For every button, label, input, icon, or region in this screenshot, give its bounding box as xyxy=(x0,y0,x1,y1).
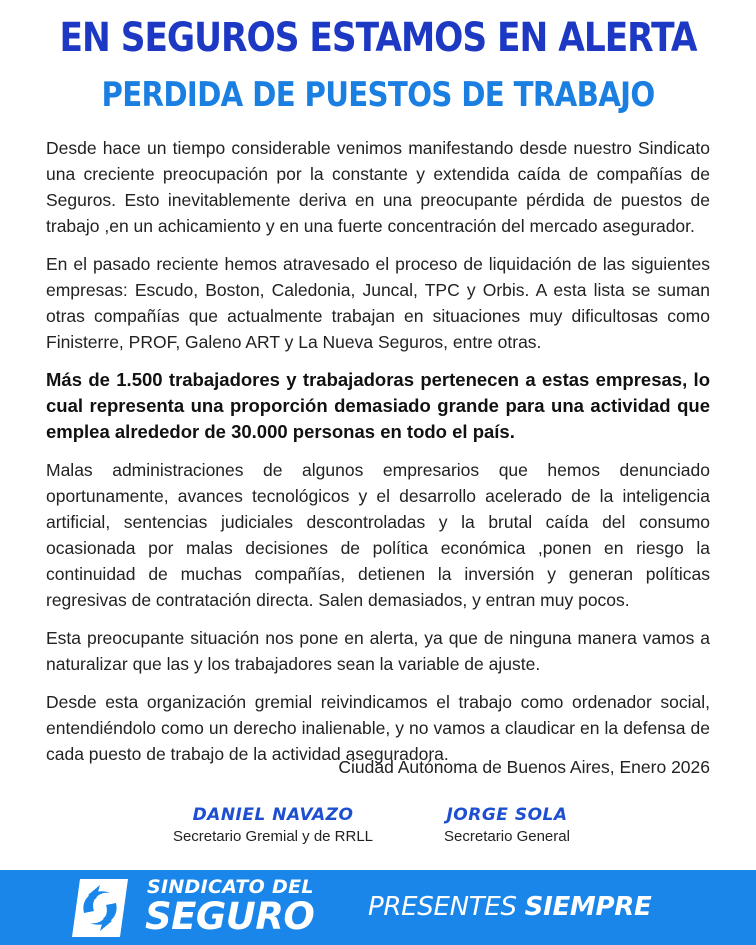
date-line: Ciudad Autónoma de Buenos Aires, Enero 2026 xyxy=(338,757,710,777)
paragraph-closing: Desde esta organización gremial reivindicamos el trabajo como ordenador social, entendiéndolo como un derecho inalienable, y no vamos a claudicar en la defensa de cada puesto de trabajo de la actividad aseguradora. xyxy=(46,692,710,764)
signature-role: Secretario General xyxy=(444,828,570,845)
signature-name: DANIEL NAVAZO xyxy=(192,805,354,825)
signature-block-navazo xyxy=(168,805,378,845)
page-subtitle: PERDIDA DE PUESTOS DE TRABAJO xyxy=(101,75,655,115)
paragraph-highlight: Más de 1.500 trabajadores y trabajadoras pertenecen a estas empresas, lo cual representa una proporción demasiado grande para una actividad que emplea alrededor de 30.000 personas en todo el país. xyxy=(46,369,710,442)
signature-role: Secretario Gremial y de RRLL xyxy=(172,828,374,845)
document-body xyxy=(46,135,710,779)
footer-tagline xyxy=(368,890,651,924)
page-title: EN SEGUROS ESTAMOS EN ALERTA xyxy=(59,15,697,61)
signature-block-sola xyxy=(432,805,582,845)
paragraph-liquidations: En el pasado reciente hemos atravesado el proceso de liquidación de las siguientes empresas: Escudo, Boston, Caledonia, Juncal, TPC y Orbis. A esta lista se suman otras compañías que actualmente trabajan en situaciones muy dificultosas como Finisterre, PROF, Galeno ART y La Nueva Seguros, entre otras. xyxy=(46,254,710,352)
tagline-light: PRESENTES xyxy=(368,892,517,922)
brand-top-text: SINDICATO DEL xyxy=(147,876,314,898)
paragraph-alert: Esta preocupante situación nos pone en alerta, ya que de ninguna manera vamos a naturalizar que las y los trabajadores sean la variable de ajuste. xyxy=(46,628,710,674)
signature-name: JORGE SOLA xyxy=(446,805,568,825)
paragraph-intro: Desde hace un tiempo considerable venimos manifestando desde nuestro Sindicato una creciente preocupación por la constante y extendida caída de compañías de Seguros. Esto inevitablemente deriva en una preocupante pérdida de puestos de trabajo ,en un achicamiento y en una fuerte concentración del mercado asegurador. xyxy=(46,138,710,236)
brand-bottom-text: SEGURO xyxy=(145,895,315,938)
sindicato-logo-icon xyxy=(70,877,130,939)
tagline-bold: SIEMPRE xyxy=(524,892,652,922)
footer-banner xyxy=(0,870,756,945)
paragraph-causes: Malas administraciones de algunos empresarios que hemos denunciado oportunamente, avances tecnológicos y el desarrollo acelerado de la inteligencia artificial, sentencias judiciales descontroladas y la brutal caída del consumo ocasionada por malas decisiones de política económica ,ponen en riesgo la continuidad de muchas compañías, detienen la inversión y generan políticas regresivas de contratación directa. Salen demasiados, y entran muy pocos. xyxy=(46,460,710,610)
